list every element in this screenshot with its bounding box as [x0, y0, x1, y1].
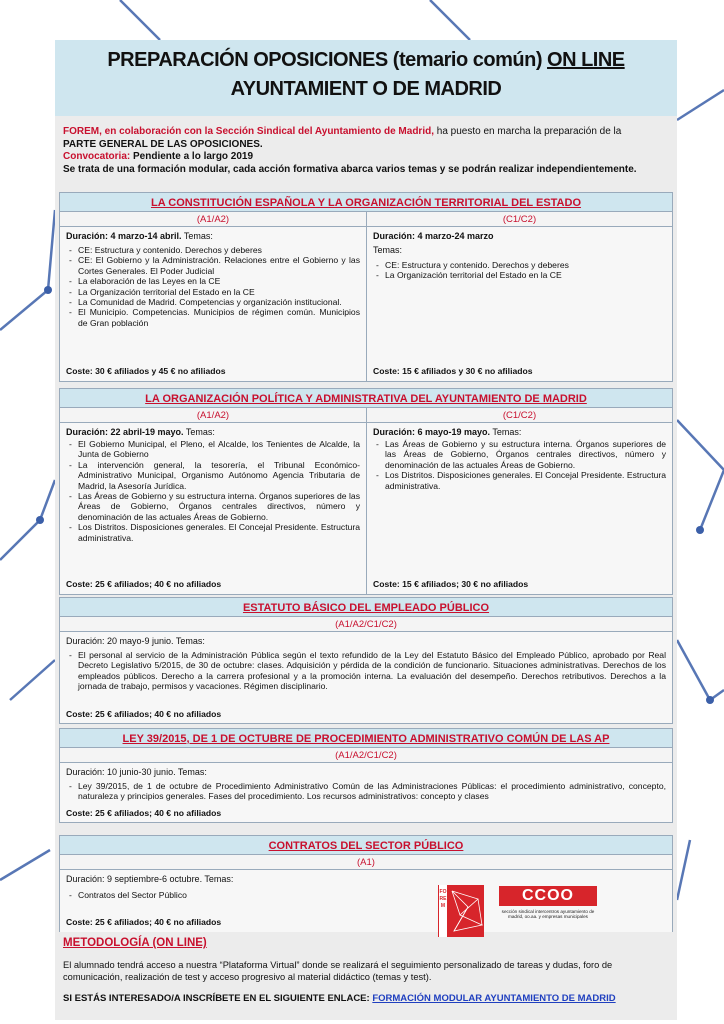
topic-list: - CE: Estructura y contenido. Derechos y deberes - La Organización territorial del Estado en la CE [375, 260, 666, 281]
section-title: LA ORGANIZACIÓN POLÍTICA Y ADMINISTRATIVA DEL AYUNTAMIENTO DE MADRID [59, 388, 673, 408]
level-label: (A1/A2/C1/C2) [59, 748, 673, 763]
topic-list: - Ley 39/2015, de 1 de octubre de Procedimiento Administrativo Común de las Administraciones Públicas: el procedimiento administrativo, concepto, naturaleza y principios generales. Fases del procedimiento. Los recursos administrativos: concepto y clases [68, 781, 666, 802]
page-subtitle: AYUNTAMIENT O DE MADRID [230, 78, 502, 100]
title-banner [55, 40, 677, 116]
topic-list: - El personal al servicio de la Administración Pública según el texto refundido de la Ley del Estatuto Básico del Empleado Público, aprobado por Real Decreto Legislativo 5/2015, de 30 de octubre: clases. Adquisición y pérdida de la condición de funcionario. Situaciones administrativas. Derechos de los empleados públicos. Derecho a la carrera profesional y a la promoción interna. La evaluación del desempeño. Derechos retributivos. Derechos a la jornada de trabajo, permisos y vacaciones. Régimen disciplinario. [68, 650, 666, 692]
course-cost: Coste: 25 € afiliados; 40 € no afiliados [66, 808, 222, 818]
topic-list: - El Gobierno Municipal, el Pleno, el Alcalde, los Tenientes de Alcalde, la Junta de Gobierno - La intervención general, la tesorería, el Tribunal Económico-Administrativo Municipal, Organismo Autónomo Agencia Tributaria de Madrid, la Asesoría Jurídica. - Las Áreas de Gobierno y su estructura interna. Órganos superiores de las Áreas de Gobierno, Órganos centrales directivos, número y denominación de las actuales Áreas de Gobierno. - Los Distritos. Disposiciones generales. El Concejal Presidente. Estructura administrativa. [68, 439, 360, 543]
ccoo-wordmark: CCOO [499, 886, 597, 906]
section-constitucion [59, 192, 673, 382]
course-left: Duración: 22 abril-19 mayo. Temas: - El Gobierno Municipal, el Pleno, el Alcalde, los Tenientes de Alcalde, la Junta de Gobierno - La intervención general, la tesorería, el Tribunal Económico-Administrativo Municipal, Organismo Autónomo Agencia Tributaria de Madrid, la Asesoría Jurídica. - Las Áreas de Gobierno y su estructura interna. Órganos superiores de las Áreas de Gobierno, Órganos centrales directivos, número y denominación de las actuales Áreas de Gobierno. - Los Distritos. Disposiciones generales. El Concejal Presidente. Estructura administrativa. Coste: 25 € afiliados; 40 € no afiliados [60, 423, 366, 594]
topic-list: - Contratos del Sector Público [68, 890, 348, 900]
course-right: Duración: 4 marzo-24 marzo Temas: - CE: Estructura y contenido. Derechos y deberes - La Organización territorial del Estado en la CE Coste: 15 € afiliados y 30 € no afiliados [366, 227, 672, 381]
ccoo-subtitle: sección sindical intercentros ayuntamiento de madrid, oo.aa. y empresas municipales [501, 909, 595, 920]
level-label: (A1/A2/C1/C2) [59, 617, 673, 632]
course-cost: Coste: 25 € afiliados; 40 € no afiliados [66, 579, 222, 589]
level-label: (C1/C2) [366, 212, 672, 227]
course-body: Duración: 20 mayo-9 junio. Temas: - El personal al servicio de la Administración Pública según el texto refundido de la Ley del Estatuto Básico del Empleado Público, aprobado por Real Decreto Legislativo 5/2015, de 30 de octubre: clases. Adquisición y pérdida de la condición de funcionario. Situaciones administrativas. Derechos de los empleados públicos. Derecho a la carrera profesional y a la promoción interna. La evaluación del desempeño. Derechos retributivos. Derechos a la jornada de trabajo, permisos y vacaciones. Régimen disciplinario. Coste: 25 € afiliados; 40 € no afiliados [59, 632, 673, 724]
level-label: (A1/A2) [60, 212, 366, 227]
topic-list: - Las Áreas de Gobierno y su estructura interna. Órganos superiores de las Áreas de Gobierno, Órganos centrales directivos, número y denominación de las actuales Áreas de Gobierno. - Los Distritos. Disposiciones generales. El Concejal Presidente. Estructura administrativa. [375, 439, 666, 491]
course-cost: Coste: 15 € afiliados y 30 € no afiliados [373, 366, 533, 376]
section-title: CONTRATOS DEL SECTOR PÚBLICO [59, 835, 673, 855]
course-cost: Coste: 30 € afiliados y 45 € no afiliados [66, 366, 226, 376]
topic-list: - CE: Estructura y contenido. Derechos y deberes - CE: El Gobierno y la Administración. Relaciones entre el Gobierno y las Cortes Generales. El Poder Judicial - La elaboración de las Leyes en la CE - La Organización territorial del Estado en la CE - La Comunidad de Madrid. Competencias y organización institucional. - El Municipio. Competencias. Municipios de régimen común. Municipios de Gran población [68, 245, 360, 328]
intro-paragraph: FOREM, en colaboración con la Sección Sindical del Ayuntamiento de Madrid, ha puesto en marcha la preparación de la PARTE GENERAL DE LAS OPOSICIONES. Convocatoria: Pendiente a lo largo 2019 Se trata de una formación modular, cada acción formativa abarca varios temas y se podrán realizar independientemente. [63, 126, 637, 175]
forem-wordmark: FOREM [439, 889, 447, 909]
section-title: LA CONSTITUCIÓN ESPAÑOLA Y LA ORGANIZACIÓN TERRITORIAL DEL ESTADO [59, 192, 673, 212]
course-left: Duración: 4 marzo-14 abril. Temas: - CE: Estructura y contenido. Derechos y deberes - CE: El Gobierno y la Administración. Relaciones entre el Gobierno y las Cortes Generales. El Poder Judicial - La elaboración de las Leyes en la CE - La Organización territorial del Estado en la CE - La Comunidad de Madrid. Competencias y organización institucional. - El Municipio. Competencias. Municipios de régimen común. Municipios de Gran población Coste: 30 € afiliados y 45 € no afiliados [60, 227, 366, 381]
metodologia-title: METODOLOGÍA (ON LINE) [63, 937, 207, 949]
course-cost: Coste: 15 € afiliados; 30 € no afiliados [373, 579, 529, 589]
section-estatuto [59, 597, 673, 724]
level-label: (A1/A2) [60, 408, 366, 423]
ccoo-logo [499, 886, 597, 934]
section-title: ESTATUTO BÁSICO DEL EMPLEADO PÚBLICO [59, 597, 673, 617]
course-body: Duración: 10 junio-30 junio. Temas: - Ley 39/2015, de 1 de octubre de Procedimiento Administrativo Común de las Administraciones Públicas: el procedimiento administrativo, concepto, naturaleza y principios generales. Fases del procedimiento. Los recursos administrativos: concepto y clases Coste: 25 € afiliados; 40 € no afiliados [59, 763, 673, 823]
course-cost: Coste: 25 € afiliados; 40 € no afiliados [66, 709, 222, 719]
page-title: PREPARACIÓN OPOSICIONES (temario común) ON LINE [107, 49, 625, 71]
metodologia-text: El alumnado tendrá acceso a nuestra “Plataforma Virtual” donde se realizará el seguimiento personalizado de tareas y dudas, foro de comunicación, realización de test y acceso progresivo al material didáctico (temas y test). [63, 960, 613, 982]
section-ley-39-2015 [59, 728, 673, 823]
level-label: (A1) [59, 855, 673, 870]
forem-logo [438, 885, 484, 937]
level-label: (C1/C2) [366, 408, 672, 423]
course-right: Duración: 6 mayo-19 mayo. Temas: - Las Áreas de Gobierno y su estructura interna. Órganos superiores de las Áreas de Gobierno, Órganos centrales directivos, número y denominación de las actuales Áreas de Gobierno. - Los Distritos. Disposiciones generales. El Concejal Presidente. Estructura administrativa. Coste: 15 € afiliados; 30 € no afiliados [366, 423, 672, 594]
section-title: LEY 39/2015, DE 1 DE OCTUBRE DE PROCEDIMIENTO ADMINISTRATIVO COMÚN DE LAS AP [59, 728, 673, 748]
signup-line: SI ESTÁS INTERESADO/A INSCRÍBETE EN EL SIGUIENTE ENLACE: FORMACIÓN MODULAR AYUNTAMIENTO DE MADRID [63, 993, 616, 1004]
flyer-page [55, 40, 677, 1020]
course-cost: Coste: 25 € afiliados; 40 € no afiliados [66, 917, 222, 927]
signup-link[interactable]: FORMACIÓN MODULAR AYUNTAMIENTO DE MADRID [372, 993, 616, 1004]
course-body: Duración: 9 septiembre-6 octubre. Temas: - Contratos del Sector Público Coste: 25 € afiliados; 40 € no afiliados [59, 870, 673, 932]
section-organizacion [59, 388, 673, 595]
